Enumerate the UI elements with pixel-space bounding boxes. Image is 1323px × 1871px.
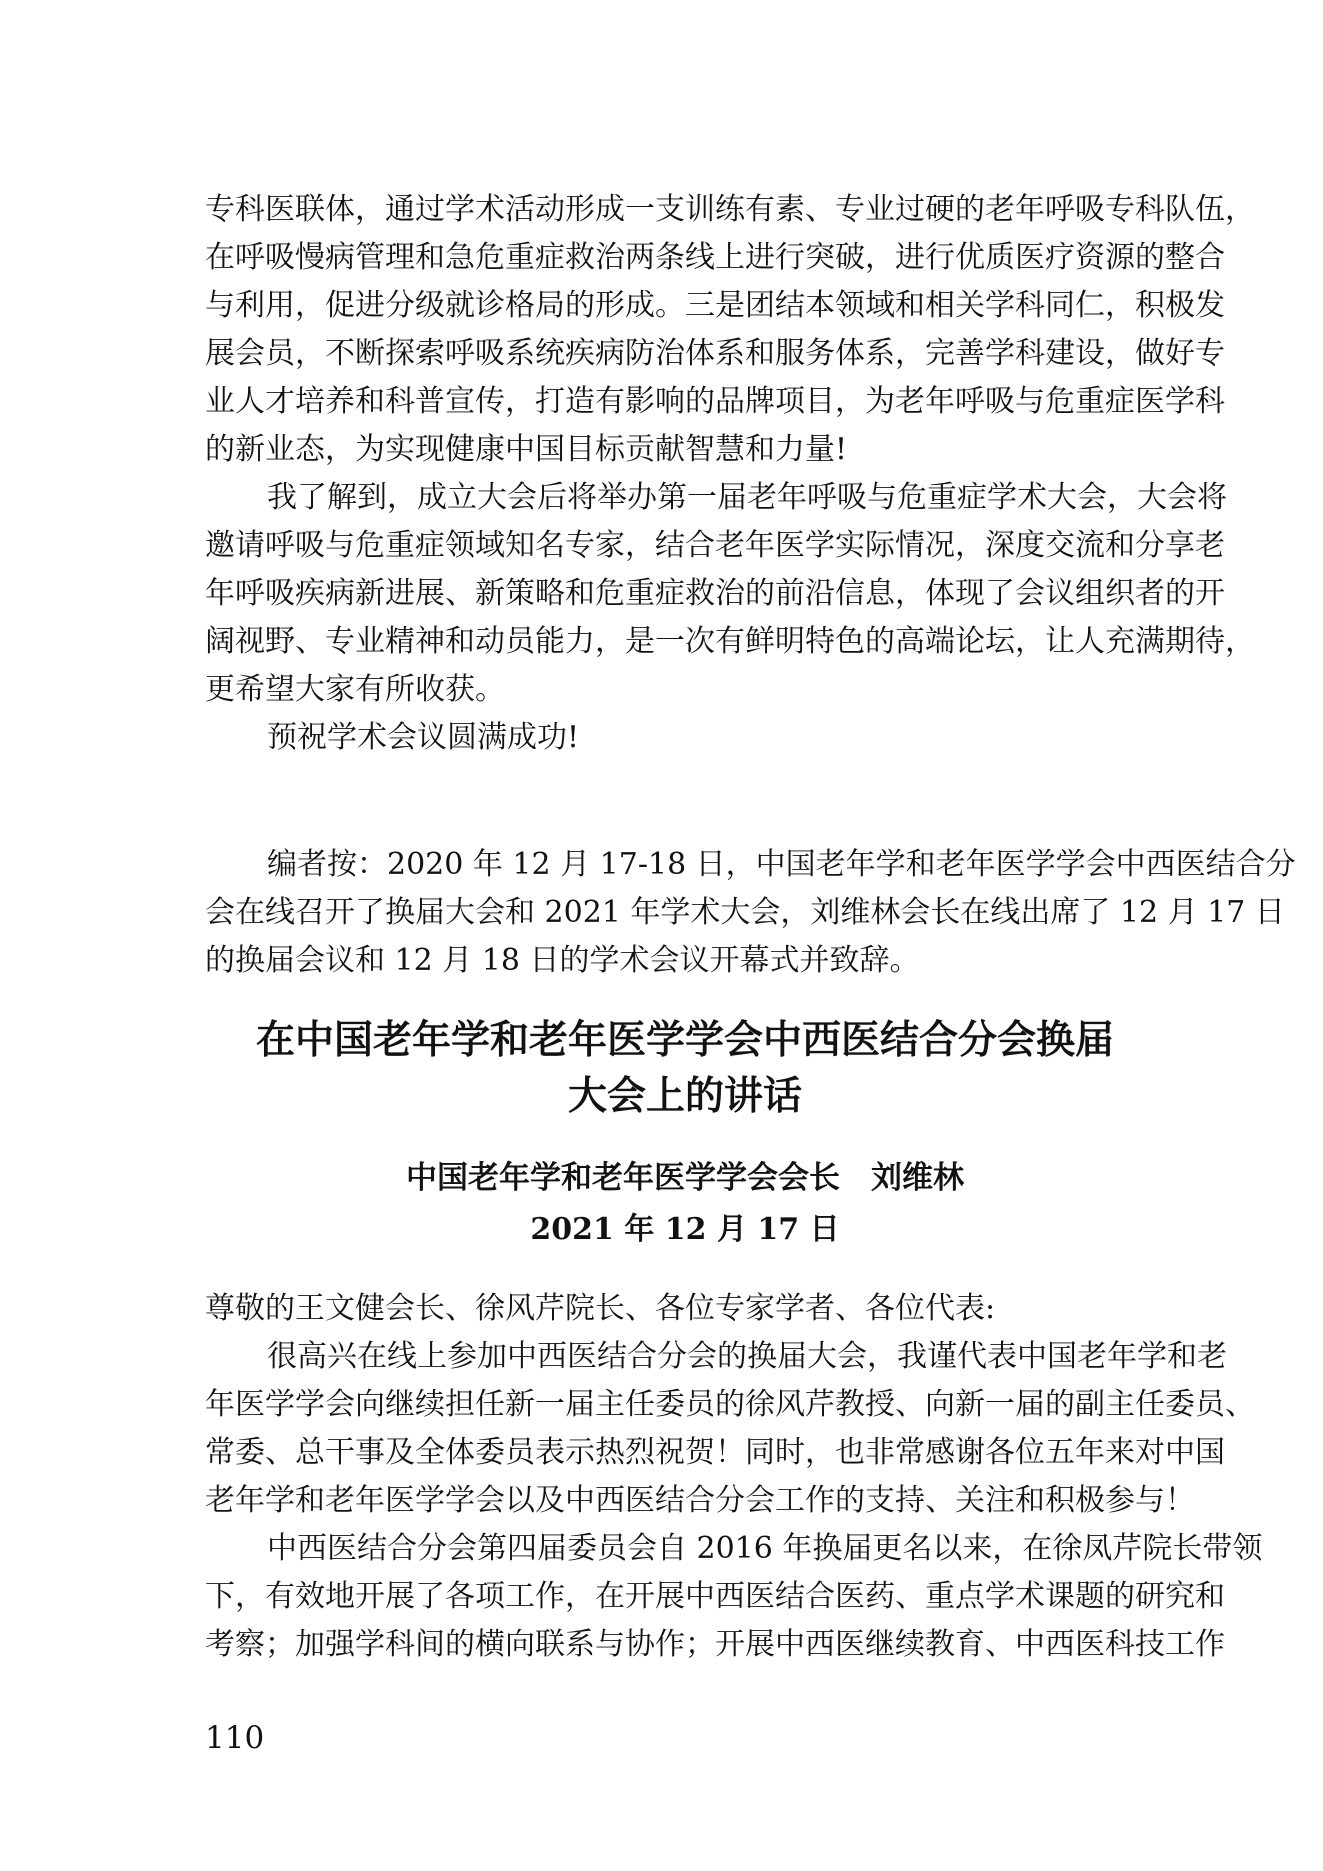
text-line: 预祝学术会议圆满成功!: [267, 720, 580, 755]
text-line: 老年学和老年医学学会以及中西医结合分会工作的支持、关注和积极参与！: [205, 1483, 1195, 1518]
page-content: [205, 186, 1296, 1669]
text-line: 会在线召开了换届大会和 2021 年学术大会，刘维林会长在线出席了 12 月 17 日: [205, 895, 1285, 930]
paragraph: [205, 1333, 1255, 1525]
paragraph-continuation: [205, 186, 1255, 474]
text-line: 专科医联体，通过学术活动形成一支训练有素、专业过硬的老年呼吸专科队伍，: [205, 192, 1255, 227]
text-line: 阔视野、专业精神和动员能力，是一次有鲜明特色的高端论坛，让人充满期待，: [205, 624, 1255, 659]
byline: 中国老年学和老年医学学会会长 刘维林: [406, 1160, 964, 1196]
text-line: 我了解到，成立大会后将举办第一届老年呼吸与危重症学术大会，大会将: [267, 480, 1227, 515]
text-line: 常委、总干事及全体委员表示热烈祝贺！同时，也非常感谢各位五年来对中国: [205, 1435, 1225, 1470]
text-line: 下，有效地开展了各项工作，在开展中西医结合医药、重点学术课题的研究和: [205, 1579, 1225, 1614]
paragraph: [205, 1525, 1263, 1669]
article-title: [205, 1013, 1165, 1125]
date-line: 2021 年 12 月 17 日: [530, 1212, 840, 1247]
editor-note: [205, 841, 1296, 985]
text-line: 编者按：2020 年 12 月 17-18 日，中国老年学和老年医学学会中西医结合分: [267, 847, 1296, 882]
page-number: 110: [205, 1720, 265, 1756]
text-line: 的换届会议和 12 月 18 日的学术会议开幕式并致辞。: [205, 943, 920, 978]
text-line: 与利用，促进分级就诊格局的形成。三是团结本领域和相关学科同仁，积极发: [205, 288, 1225, 323]
text-line: 邀请呼吸与危重症领域知名专家，结合老年医学实际情况，深度交流和分享老: [205, 528, 1225, 563]
title-line: 在中国老年学和老年医学学会中西医结合分会换届: [255, 1018, 1114, 1063]
paragraph: [205, 714, 1165, 762]
text-line: 很高兴在线上参加中西医结合分会的换届大会，我谨代表中国老年学和老: [267, 1339, 1227, 1374]
text-line: 年呼吸疾病新进展、新策略和危重症救治的前沿信息，体现了会议组织者的开: [205, 576, 1225, 611]
title-line: 大会上的讲话: [567, 1074, 802, 1119]
text-line: 的新业态，为实现健康中国目标贡献智慧和力量!: [205, 432, 848, 467]
text-line: 考察；加强学科间的横向联系与协作；开展中西医继续教育、中西医科技工作: [205, 1627, 1225, 1662]
text-line: 业人才培养和科普宣传，打造有影响的品牌项目，为老年呼吸与危重症医学科: [205, 384, 1225, 419]
text-line: 在呼吸慢病管理和急危重症救治两条线上进行突破，进行优质医疗资源的整合: [205, 240, 1225, 275]
text-line: 更希望大家有所收获。: [205, 672, 505, 707]
text-line: 年医学学会向继续担任新一届主任委员的徐风芹教授、向新一届的副主任委员、: [205, 1387, 1255, 1422]
text-line: 中西医结合分会第四届委员会自 2016 年换届更名以来，在徐凤芹院长带领: [267, 1531, 1263, 1566]
text-line: 展会员，不断探索呼吸系统疾病防治体系和服务体系，完善学科建设，做好专: [205, 336, 1225, 371]
salutation: [205, 1285, 1165, 1333]
paragraph: [205, 474, 1255, 714]
text-line: 尊敬的王文健会长、徐风芹院长、各位专家学者、各位代表:: [205, 1291, 996, 1326]
